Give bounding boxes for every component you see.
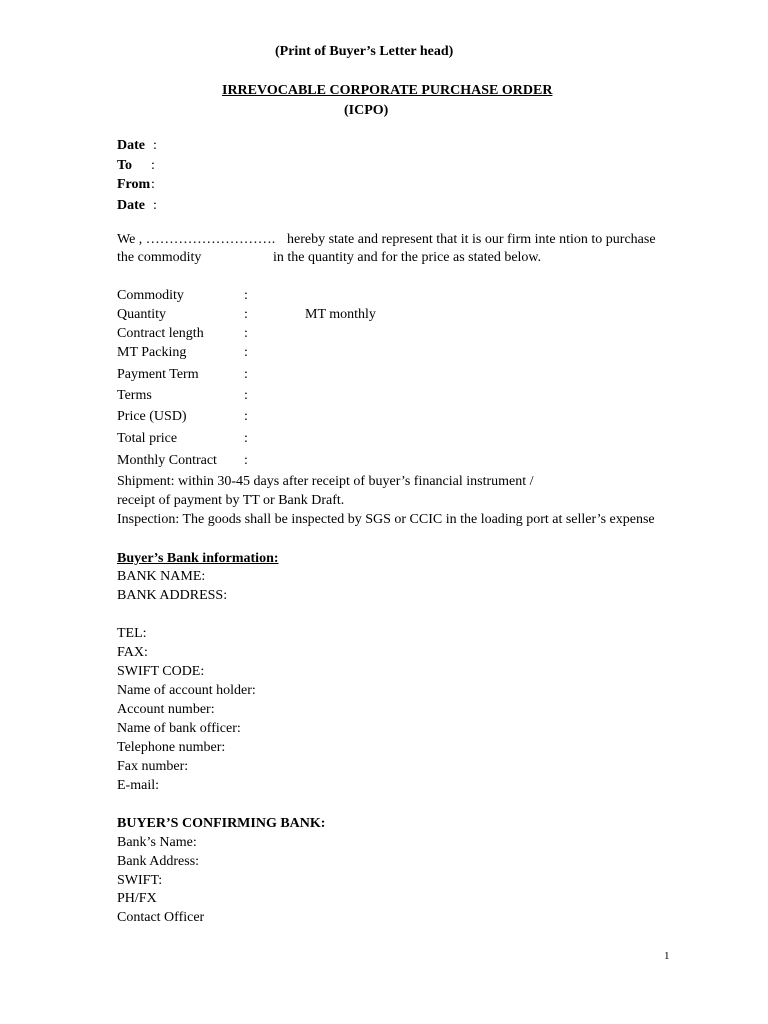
term-colon: : [244,431,248,446]
term-colon: : [244,367,248,382]
bank-field: BANK ADDRESS: [117,588,228,603]
term-colon: : [244,288,248,303]
term-label: Payment Term [117,367,199,382]
bank-field: FAX: [117,645,148,660]
date-label-2: Date [117,198,145,213]
shipment-line-1: Shipment: within 30-45 days after receipt of buyer’s financial instrument / [117,474,534,489]
term-colon: : [244,388,248,403]
from-label: From [117,177,151,192]
letterhead-note: (Print of Buyer’s Letter head) [275,44,454,59]
term-label: Monthly Contract [117,453,217,468]
confirming-bank-heading: BUYER’S CONFIRMING BANK: [117,816,326,831]
date-label-1: Date [117,138,145,153]
intro-statement: hereby state and represent that it is our firm inte ntion to purchase [287,232,656,247]
date-colon-2: : [153,198,157,213]
to-label: To [117,158,133,173]
intro-we: We , ………………………. [117,232,276,247]
bank-field: E-mail: [117,778,159,793]
document-title: IRREVOCABLE CORPORATE PURCHASE ORDER [222,83,553,98]
term-label: Total price [117,431,178,446]
term-colon: : [244,326,248,341]
buyer-bank-heading: Buyer’s Bank information: [117,551,279,566]
from-colon: : [151,177,155,192]
term-colon: : [244,453,248,468]
term-label: Quantity [117,307,166,322]
confirming-bank-field: Contact Officer [117,910,205,925]
bank-field: Name of account holder: [117,683,256,698]
confirming-bank-field: PH/FX [117,891,157,906]
shipment-line-2: receipt of payment by TT or Bank Draft. [117,493,345,508]
term-label: Terms [117,388,152,403]
bank-field: TEL: [117,626,147,641]
document-subtitle: (ICPO) [344,103,389,118]
term-label: Commodity [117,288,184,303]
term-value: MT monthly [305,307,376,322]
term-colon: : [244,345,248,360]
page-number: 1 [664,950,670,962]
term-colon: : [244,307,248,322]
confirming-bank-field: SWIFT: [117,873,163,888]
confirming-bank-field: Bank Address: [117,854,200,869]
intro-quantity-price: in the quantity and for the price as stated below. [273,250,542,265]
term-label: Price (USD) [117,409,187,424]
confirming-bank-field: Bank’s Name: [117,835,197,850]
term-colon: : [244,409,248,424]
bank-field: SWIFT CODE: [117,664,205,679]
term-label: MT Packing [117,345,187,360]
term-label: Contract length [117,326,204,341]
inspection-line: Inspection: The goods shall be inspected by SGS or CCIC in the loading port at seller’s expense [117,512,655,527]
bank-field: Name of bank officer: [117,721,241,736]
bank-field: Fax number: [117,759,189,774]
bank-field: Telephone number: [117,740,226,755]
to-colon: : [151,158,155,173]
bank-field: Account number: [117,702,215,717]
intro-commodity: the commodity [117,250,202,265]
date-colon-1: : [153,138,157,153]
bank-field: BANK NAME: [117,569,206,584]
